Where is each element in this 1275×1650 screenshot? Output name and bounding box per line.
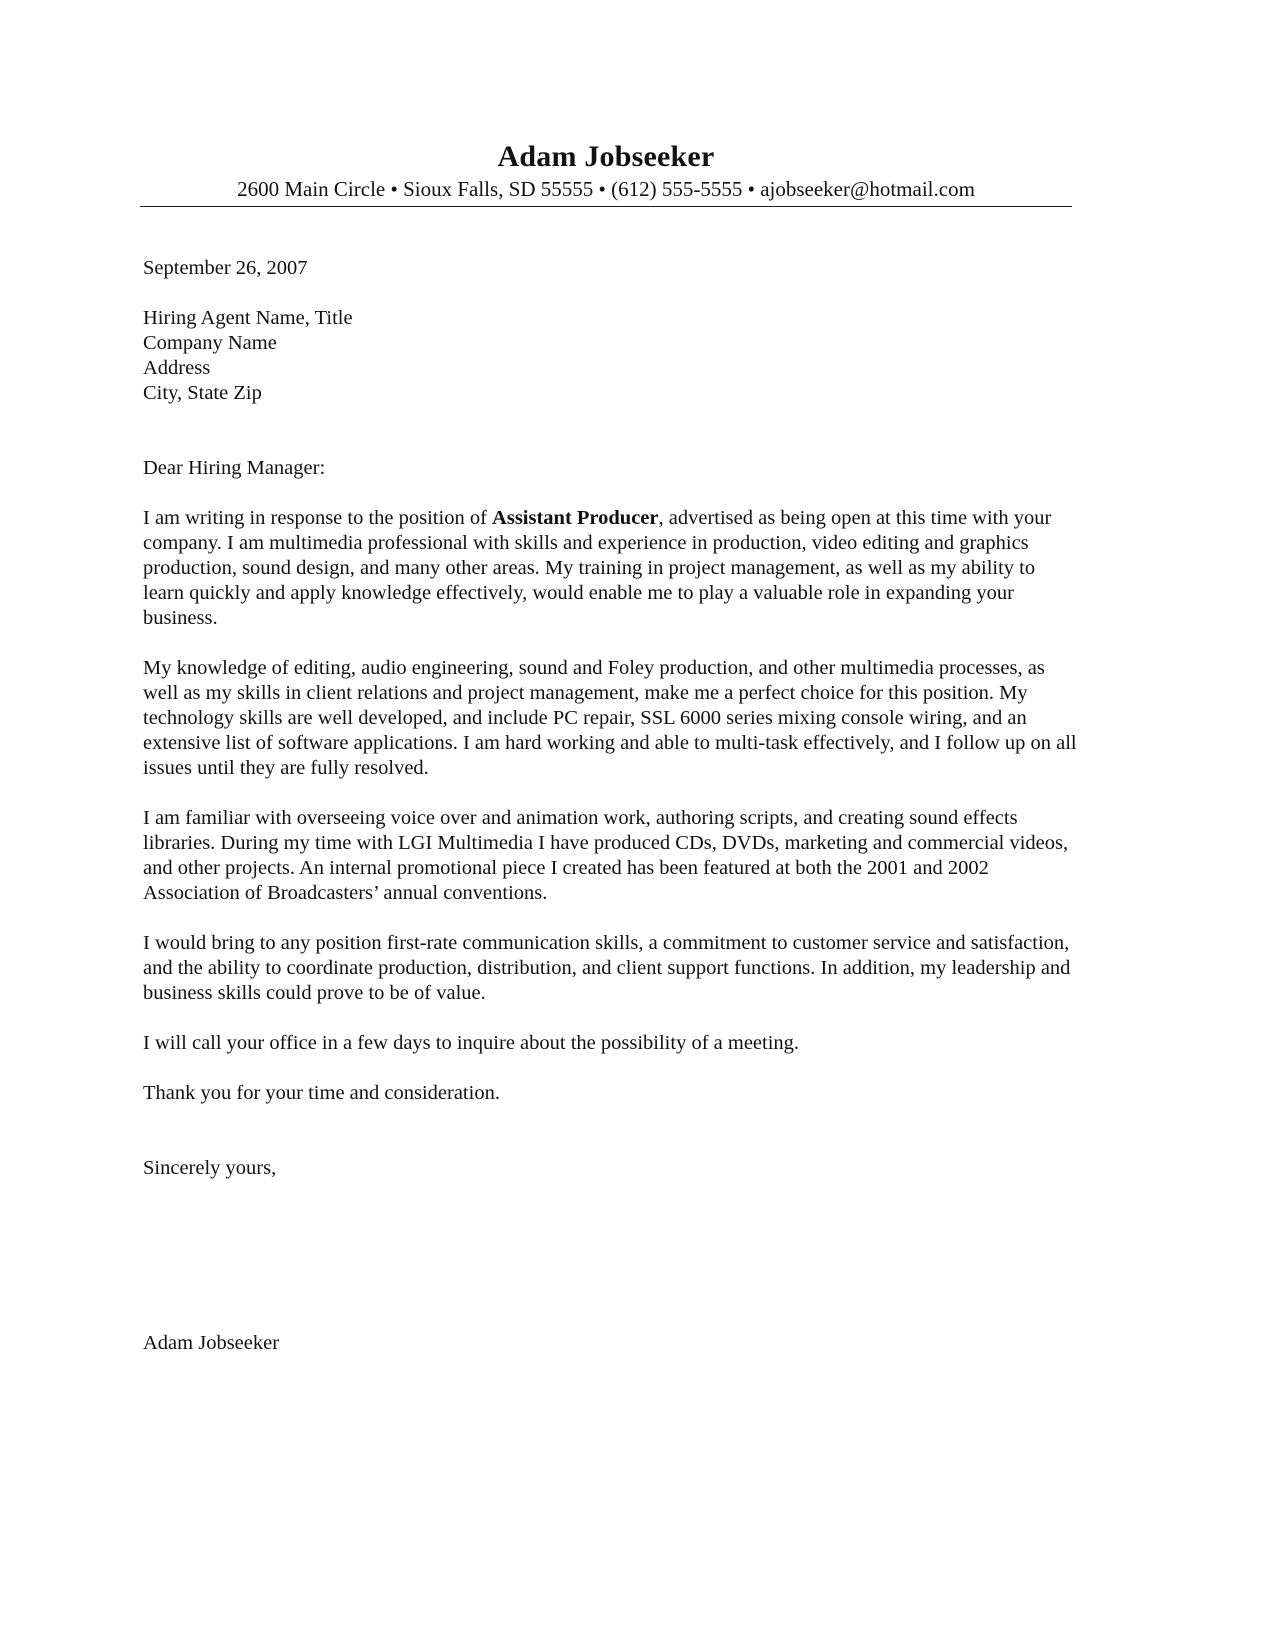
letterhead xyxy=(140,140,1072,202)
paragraph-2: My knowledge of editing, audio engineering, sound and Foley production, and other multimedia processes, as well as my skills in client relations and project management, make me a perfect choice for this position. My technology skills are well developed, and include PC repair, SSL 6000 series mixing console wiring, and an extensive list of software applications. I am hard working and able to multi-task effectively, and I follow up on all issues until they are fully resolved. xyxy=(143,657,1077,779)
paragraph-1 xyxy=(143,506,1078,631)
letter-date: September 26, 2007 xyxy=(143,257,308,279)
paragraph-1-start: I am writing in response to the position of xyxy=(143,507,493,529)
recipient-line-1: Hiring Agent Name, Title xyxy=(143,307,353,329)
sender-name: Adam Jobseeker xyxy=(497,140,715,173)
header-divider xyxy=(140,206,1072,207)
sender-contact-line: 2600 Main Circle • Sioux Falls, SD 55555 • (612) 555-5555 • ajobseeker@hotmail.com xyxy=(237,177,975,201)
letter-body xyxy=(143,256,1078,1356)
recipient-address xyxy=(143,306,1078,406)
paragraph-5: I will call your office in a few days to inquire about the possibility of a meeting. xyxy=(143,1032,800,1054)
recipient-line-4: City, State Zip xyxy=(143,382,262,404)
recipient-line-2: Company Name xyxy=(143,332,277,354)
paragraph-3: I am familiar with overseeing voice over and animation work, authoring scripts, and creating sound effects libraries. During my time with LGI Multimedia I have produced CDs, DVDs, marketing and commercial videos, and other projects. An internal promotional piece I created has been featured at both the 2001 and 2002 Association of Broadcasters’ annual conventions. xyxy=(143,807,1069,904)
paragraph-6: Thank you for your time and consideration. xyxy=(143,1082,500,1104)
signature-name: Adam Jobseeker xyxy=(143,1332,280,1354)
closing: Sincerely yours, xyxy=(143,1157,277,1179)
recipient-line-3: Address xyxy=(143,357,211,379)
paragraph-1-rest: , advertised as being open at this time with your company. I am multimedia professional with skills and experience in production, video editing and graphics production, sound design, and many other areas. My training in project management, as well as my ability to learn quickly and apply knowledge effectively, would enable me to play a valuable role in expanding your business. xyxy=(143,507,1052,629)
paragraph-4: I would bring to any position first-rate communication skills, a commitment to customer service and satisfaction, and the ability to coordinate production, distribution, and client support functions. In addition, my leadership and business skills could prove to be of value. xyxy=(143,932,1071,1004)
salutation: Dear Hiring Manager: xyxy=(143,457,326,479)
position-title: Assistant Producer xyxy=(492,507,659,529)
